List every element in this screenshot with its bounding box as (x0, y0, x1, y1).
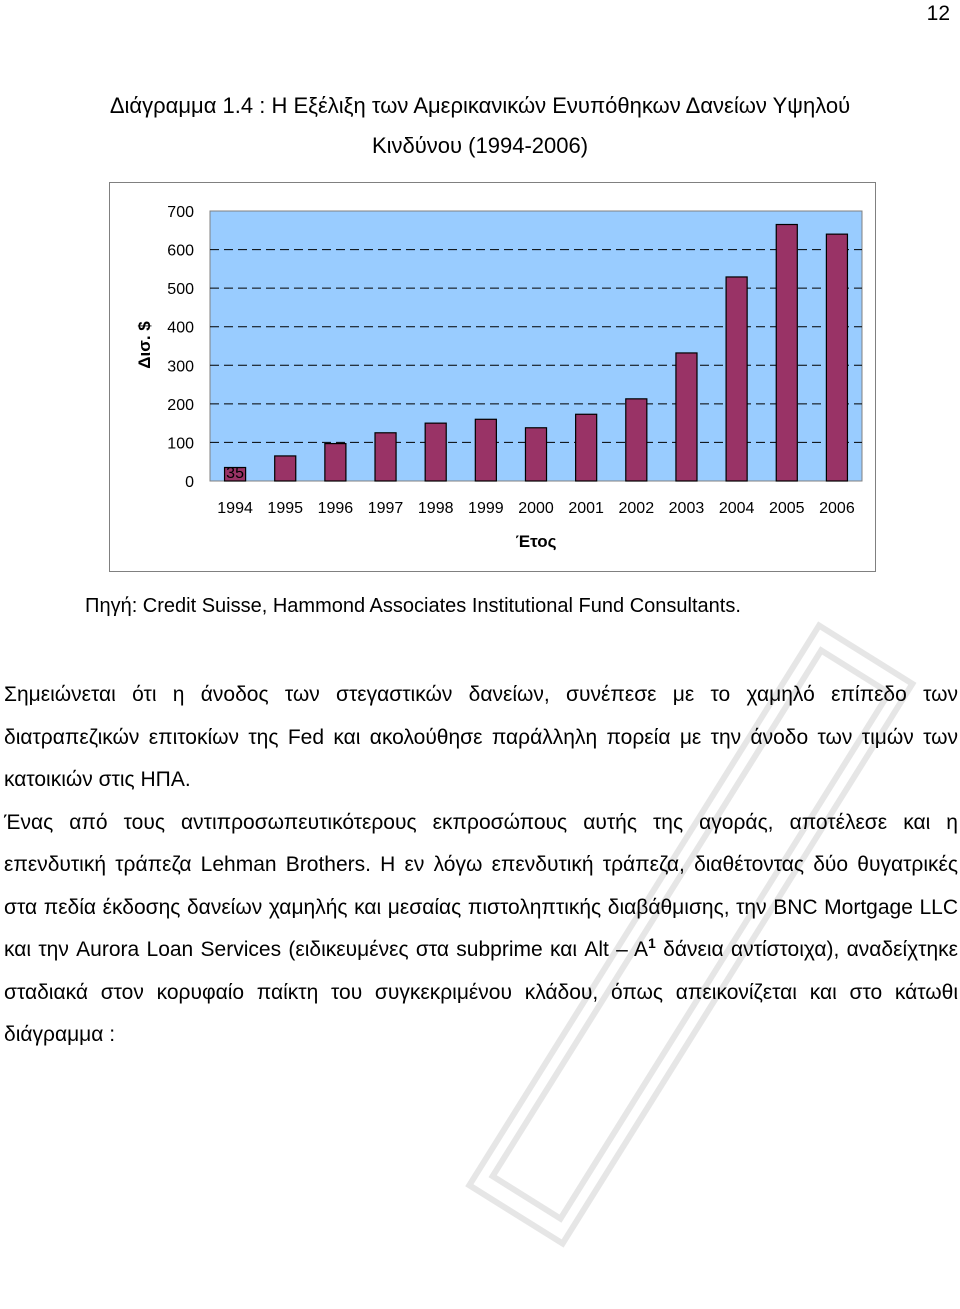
page-number: 12 (926, 2, 950, 25)
x-tick-label: 1994 (217, 500, 253, 517)
footnote-marker: 1 (648, 935, 656, 951)
bar (726, 277, 747, 481)
x-axis-title: Έτος (515, 532, 557, 551)
paragraph-2-part-1: Ένας από τους αντιπροσωπευτικότερους εκπροσώπους αυτής της αγοράς, αποτέλεσε και η επενδυτική τράπεζα Lehman Brothers. Η εν λόγω επενδυτική τράπεζα, διαθέτοντας δύο θυγατρικές στα πεδία έκδοσης δανείων χαμηλής και μεσαίας πιστοληπτικής διαβάθμισης, την BNC Mortgage LLC και την Aurora Loan Services (ειδικευμένες στα subprime και Alt – A (4, 810, 958, 961)
chart-container (109, 182, 876, 572)
y-axis-title: Δισ. $ (135, 321, 154, 369)
paragraph-1: Σημειώνεται ότι η άνοδος των στεγαστικών δανείων, συνέπεσε με το χαμηλό επίπεδο των διατραπεζικών επιτοκίων της Fed και ακολούθησε παράλληλη πορεία με την άνοδο των τιμών των κατοικιών στις ΗΠΑ. (4, 683, 958, 791)
bar (826, 234, 847, 481)
y-tick-label: 200 (167, 396, 194, 414)
x-tick-label: 1996 (317, 500, 354, 517)
bar (275, 456, 296, 481)
figure-title-line1: Διάγραμμα 1.4 : Η Εξέλιξη των Αμερικανικών Ενυπόθηκων Δανείων Υψηλού (109, 93, 851, 118)
x-tick-label: 2005 (768, 500, 805, 517)
y-tick-label: 400 (167, 319, 194, 337)
bar (626, 399, 647, 481)
x-tick-label: 1997 (367, 500, 404, 517)
x-tick-label: 1995 (267, 500, 304, 517)
y-tick-label: 700 (167, 204, 194, 221)
bar (325, 444, 346, 481)
x-tick-label: 2001 (568, 500, 604, 517)
bar (425, 423, 446, 481)
bar (676, 353, 697, 481)
x-tick-label: 2002 (618, 500, 655, 517)
figure-title-line2: Κινδύνου (1994-2006) (371, 133, 589, 158)
paragraph-2-part-2: δάνεια αντίστοιχα), αναδείχτηκε σταδιακά στον κορυφαίο παίκτη του συγκεκριμένου κλάδου, όπως απεικονίζεται και στο κάτωθι διάγραμμα : (4, 938, 958, 1046)
bar-chart (110, 183, 875, 571)
y-tick-label: 300 (167, 358, 194, 376)
y-tick-label: 600 (167, 242, 194, 260)
x-tick-label: 1999 (468, 500, 504, 517)
y-tick-label: 0 (185, 474, 194, 491)
x-tick-label: 1998 (417, 500, 454, 517)
bar (525, 428, 546, 481)
x-tick-label: 2000 (518, 500, 554, 517)
x-tick-label: 2003 (668, 500, 705, 517)
bar (576, 414, 597, 481)
paragraph-2 (4, 802, 958, 1057)
y-tick-label: 100 (167, 435, 194, 453)
figure-title (0, 86, 960, 166)
x-tick-label: 2006 (819, 500, 855, 517)
bar (375, 433, 396, 481)
data-label: 35 (226, 465, 244, 482)
body-text (4, 674, 958, 1057)
bar (475, 419, 496, 481)
source-note: Πηγή: Credit Suisse, Hammond Associates Institutional Fund Consultants. (85, 595, 741, 617)
bar (776, 225, 797, 482)
x-tick-label: 2004 (718, 500, 755, 517)
y-tick-label: 500 (167, 281, 194, 299)
